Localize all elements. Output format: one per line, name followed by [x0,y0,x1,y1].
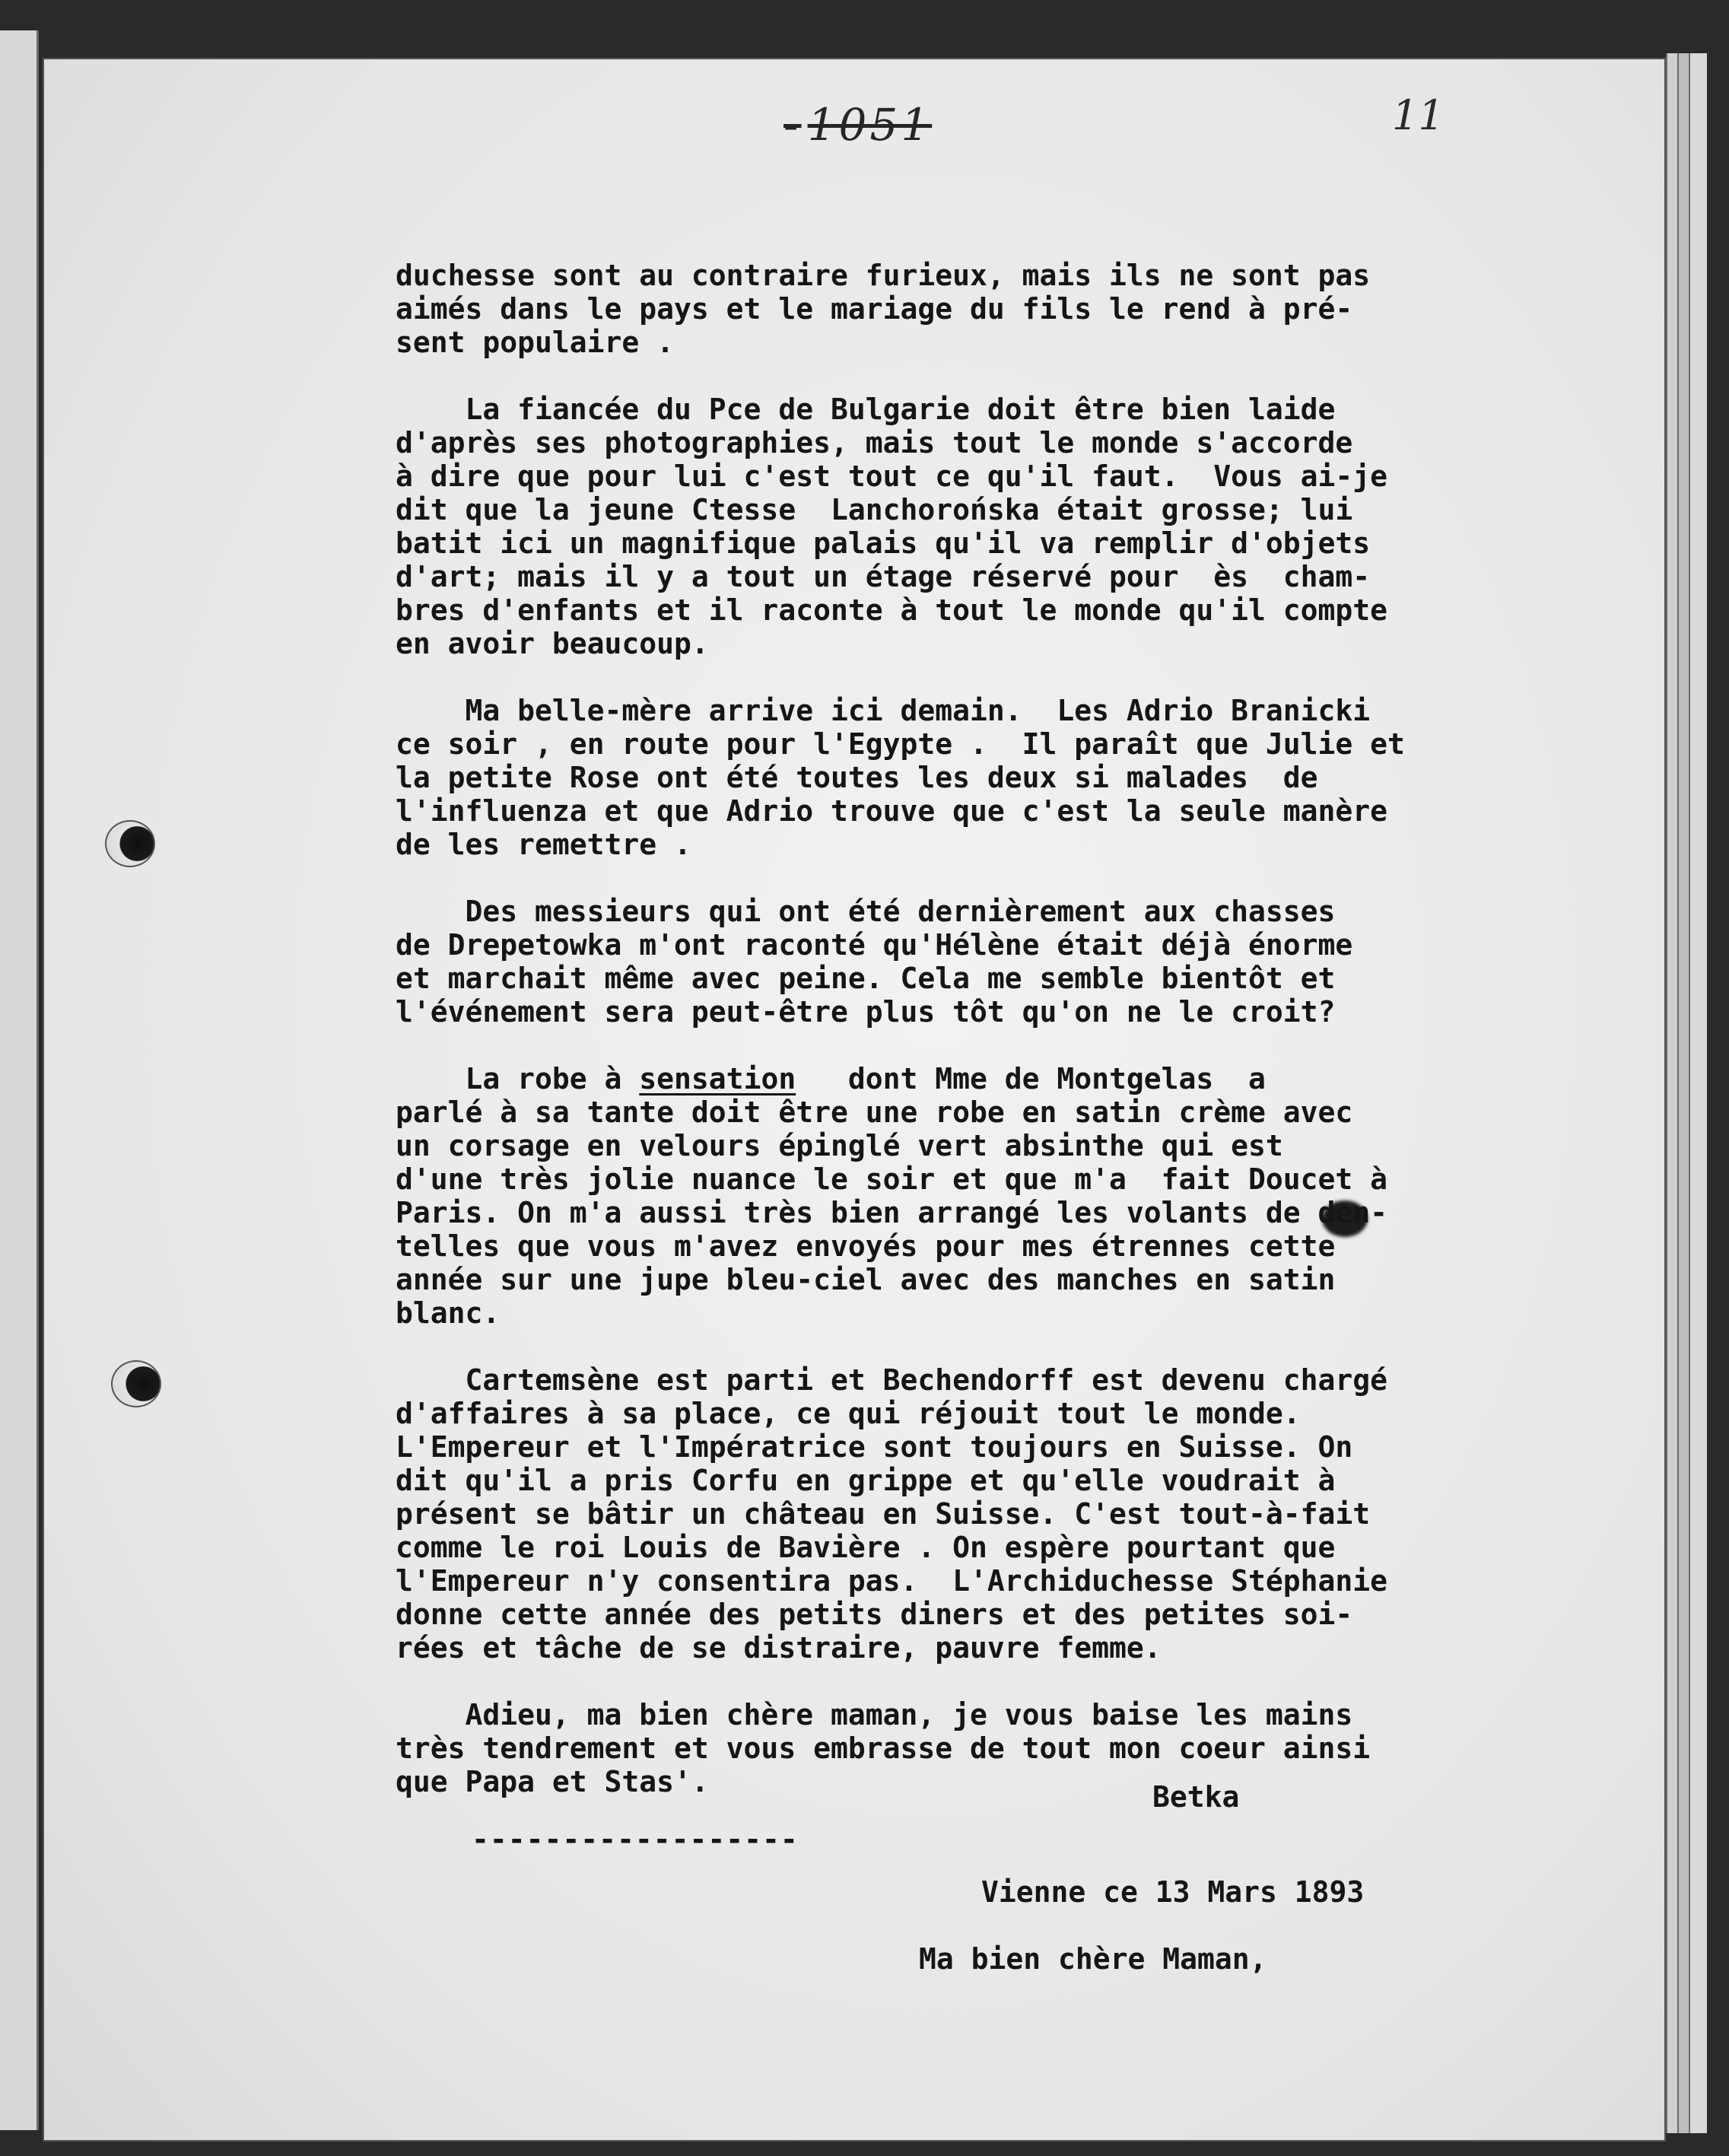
text-line: donne cette année des petits diners et des petites soi- [396,1598,1353,1631]
text-line: d'affaires à sa place, ce qui réjouit tout le monde. [396,1397,1301,1430]
text-line: comme le roi Louis de Bavière . On espère pourtant que [396,1531,1336,1564]
folio-number: 11 [1392,91,1445,139]
text-line: ce soir , en route pour l'Egypte . Il paraît que Julie et [396,727,1405,761]
archive-number-value: 1051 [807,99,933,151]
archive-number: - 1051 [783,99,933,151]
separator-rule: ------------------ [472,1823,799,1856]
letter-body [396,259,1613,1832]
signature: Betka [1152,1780,1240,1814]
text-line: de Drepetowka m'ont raconté qu'Hélène était déjà énorme [396,928,1353,962]
letter-paragraph [396,1698,1613,1798]
text-line: telles que vous m'avez envoyés pour mes étrennes cette [396,1229,1336,1263]
text-line: duchesse sont au contraire furieux, mais ils ne sont pas [396,259,1371,292]
text-line: de les remettre . [396,828,691,861]
text-line: dit qu'il a pris Corfu en grippe et qu'elle voudrait à [396,1464,1336,1497]
letter-paragraph [396,1062,1613,1330]
text-line: Ma belle-mère arrive ici demain. Les Adrio Branicki [396,694,1371,727]
text-line: L'Empereur et l'Impératrice sont toujours en Suisse. On [396,1430,1353,1464]
text-line: bres d'enfants et il raconte à tout le monde qu'il compte [396,593,1388,627]
text-line: et marchait même avec peine. Cela me semble bientôt et [396,962,1336,995]
text-line: batit ici un magnifique palais qu'il va remplir d'objets [396,526,1371,560]
text-line: que Papa et Stas'. [396,1765,709,1798]
text-line: La robe à sensation dont Mme de Montgelas a [396,1062,1266,1095]
text-line: l'événement sera peut-être plus tôt qu'on ne le croit? [396,995,1336,1029]
letter-paragraph [396,259,1613,359]
text-line: présent se bâtir un château en Suisse. C'est tout-à-fait [396,1497,1371,1531]
text-line: sent populaire . [396,326,675,359]
page-stack-edge [1689,53,1707,2133]
text-line: la petite Rose ont été toutes les deux si malades de [396,761,1318,794]
text-line: Des messieurs qui ont été dernièrement aux chasses [396,895,1336,928]
text-line: blanc. [396,1296,501,1330]
text-line: l'Empereur n'y consentira pas. L'Archiduchesse Stéphanie [396,1564,1388,1598]
text-line: à dire que pour lui c'est tout ce qu'il faut. Vous ai-je [396,460,1388,493]
letter-paragraph [396,895,1613,1029]
text-line: année sur une jupe bleu-ciel avec des manches en satin [396,1263,1336,1296]
text-line: l'influenza et que Adrio trouve que c'est la seule manère [396,794,1388,828]
letter-paragraph [396,393,1613,660]
text-line: très tendrement et vous embrasse de tout mon coeur ainsi [396,1731,1371,1765]
letter-paragraph [396,694,1613,861]
text-line: Adieu, ma bien chère maman, je vous baise les mains [396,1698,1353,1731]
text-line: dit que la jeune Ctesse Lanchorońska était grosse; lui [396,493,1353,526]
letter-paragraph [396,1363,1613,1665]
text-line: parlé à sa tante doit être une robe en satin crème avec [396,1095,1353,1129]
text-line: d'art; mais il y a tout un étage réservé pour ès cham- [396,560,1371,593]
punch-hole [105,820,155,867]
text-line: rées et tâche de se distraire, pauvre femme. [396,1631,1162,1665]
underlined-word: sensation [639,1062,796,1095]
text-line: Cartemsène est parti et Bechendorff est devenu chargé [396,1363,1388,1397]
text-line: Paris. On m'a aussi très bien arrangé les volants de den- [396,1196,1388,1229]
text-line: d'après ses photographies, mais tout le monde s'accorde [396,426,1353,460]
text-line: en avoir beaucoup. [396,627,709,660]
previous-page-edge [0,30,39,2130]
text-line: un corsage en velours épinglé vert absinthe qui est [396,1129,1283,1162]
next-letter-date: Vienne ce 13 Mars 1893 [981,1875,1365,1909]
text-line: La fiancée du Pce de Bulgarie doit être bien laide [396,393,1336,426]
next-letter-salutation: Ma bien chère Maman, [919,1942,1267,1976]
text-line: d'une très jolie nuance le soir et que m'a fait Doucet à [396,1162,1388,1196]
text-line: aimés dans le pays et le mariage du fils le rend à pré- [396,292,1353,326]
punch-hole [111,1360,161,1407]
